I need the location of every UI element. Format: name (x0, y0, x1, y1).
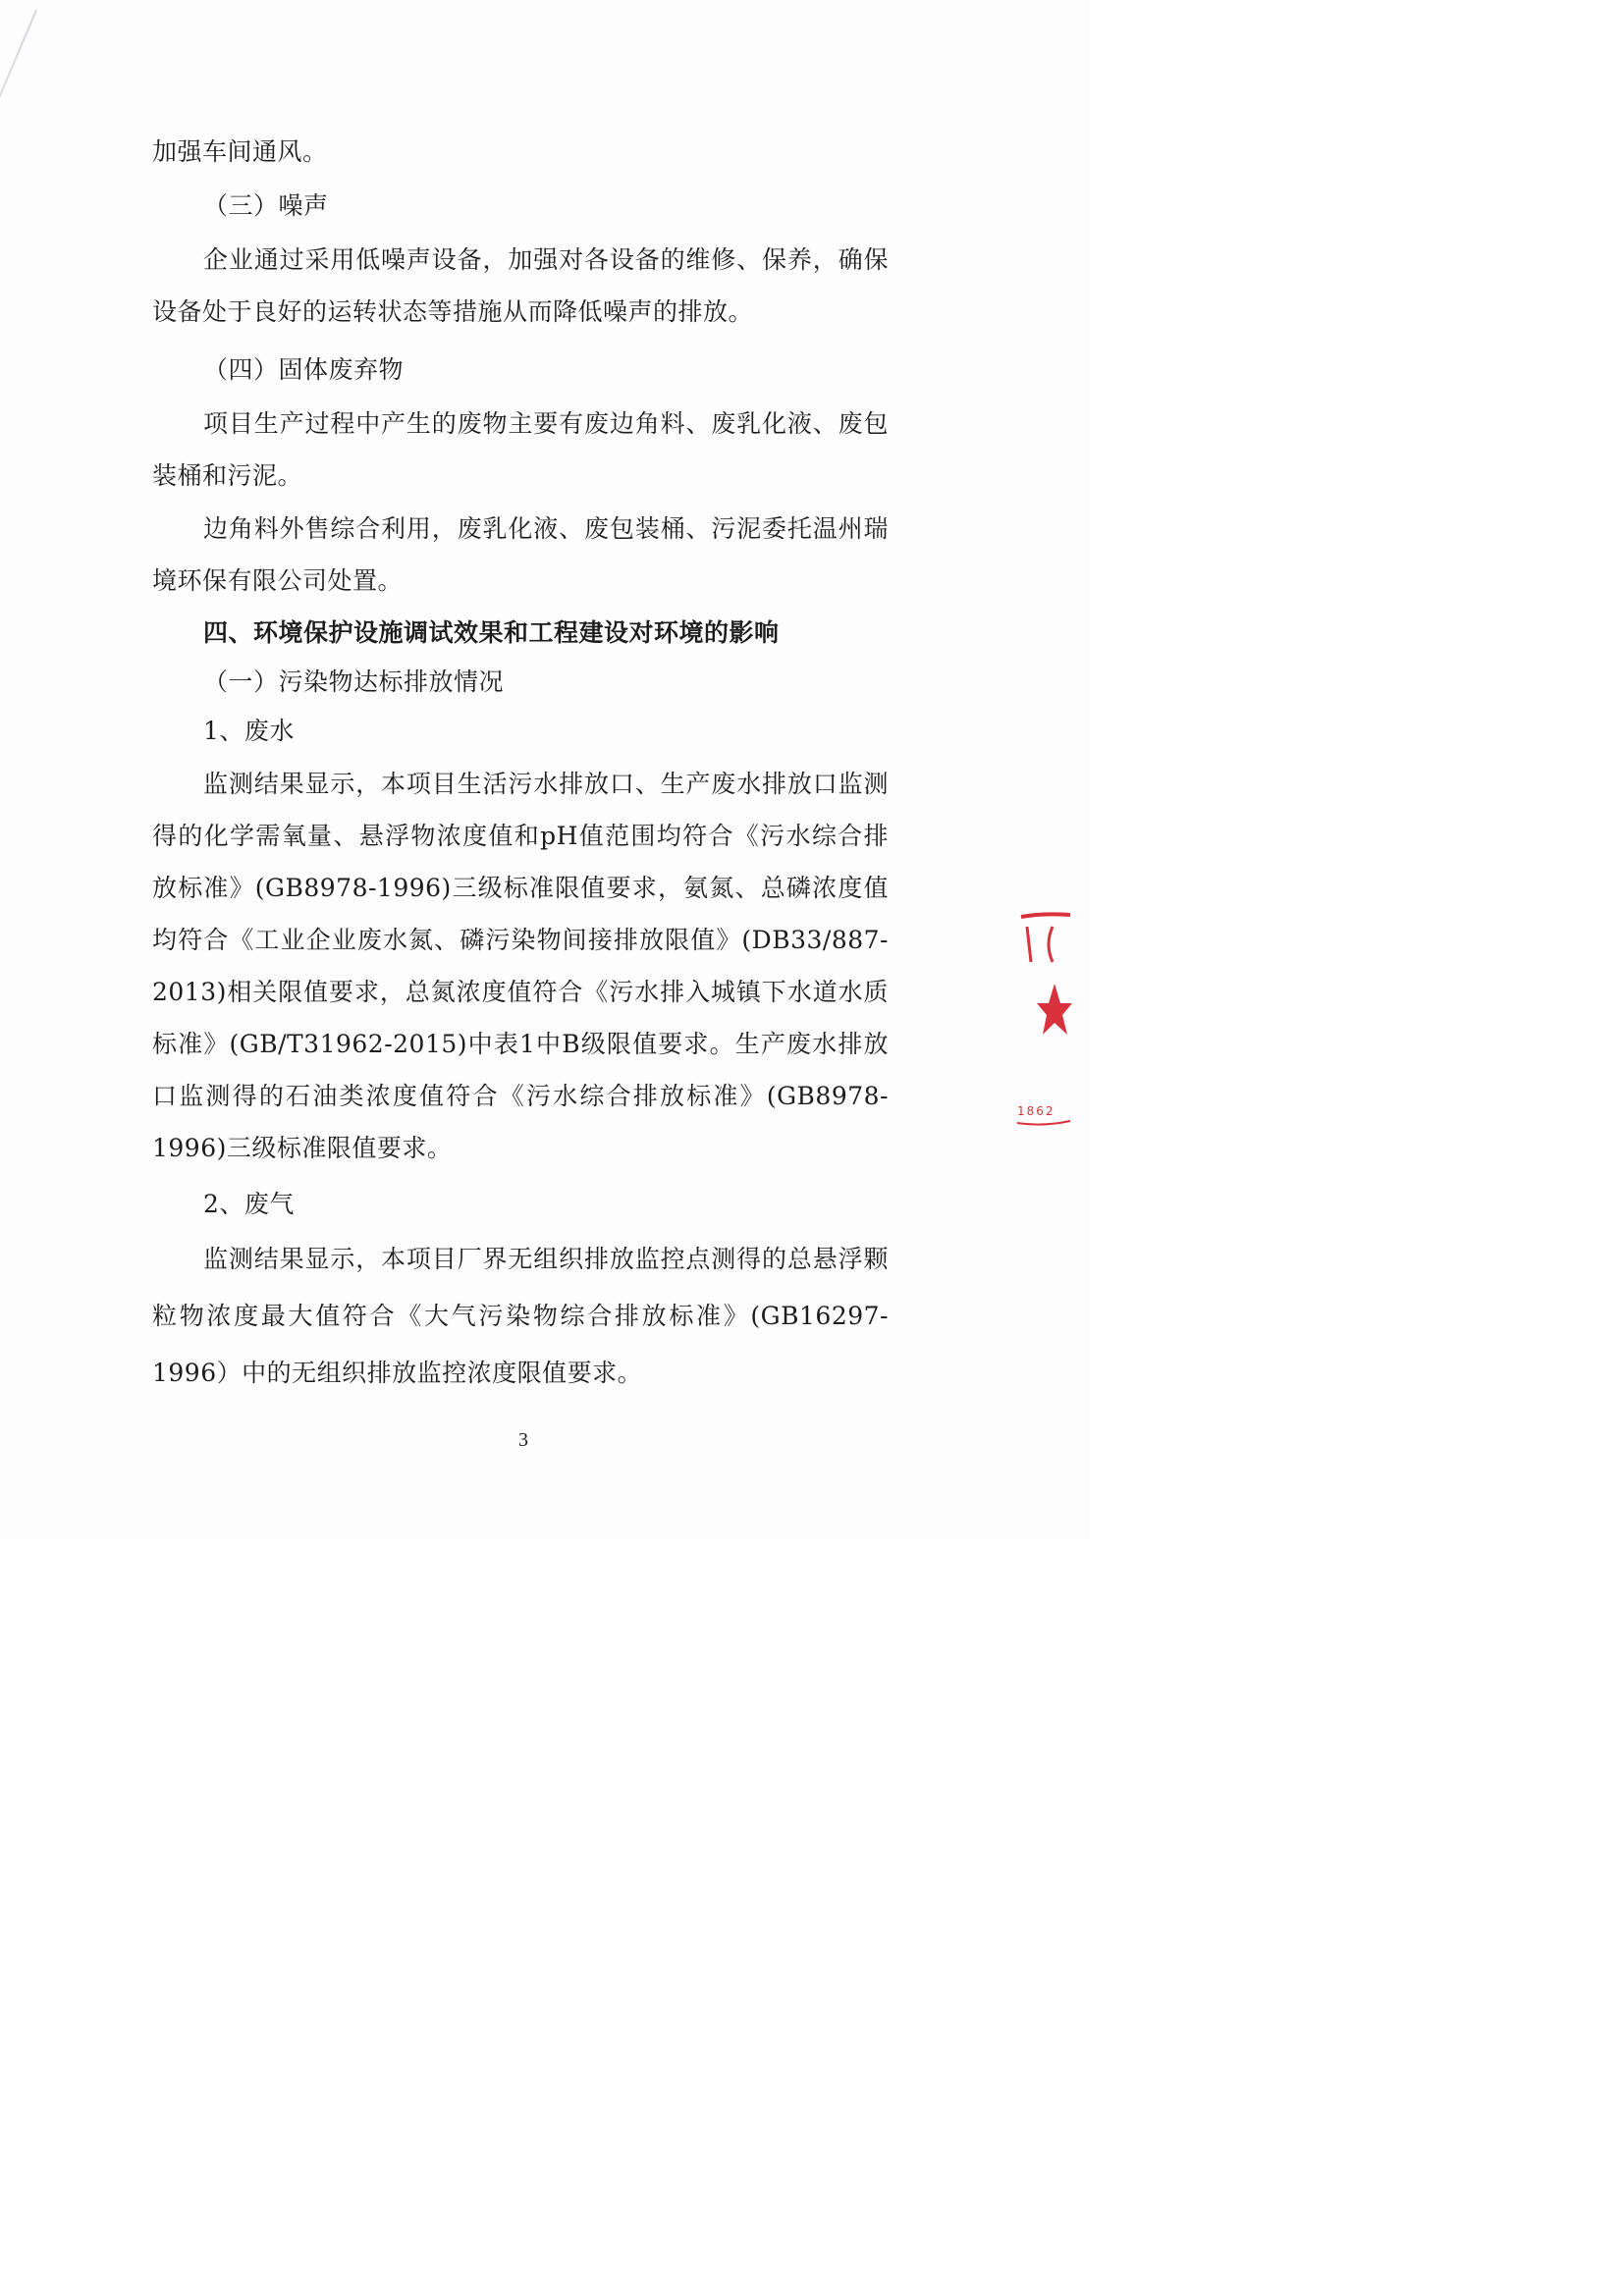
paragraph-noise: 企业通过采用低噪声设备，加强对各设备的维修、保养，确保设备处于良好的运转状态等措施从而降低噪声的排放。 (152, 245, 889, 326)
seal-number-text: 1862 (1017, 1104, 1055, 1118)
section-heading-four: 四、环境保护设施调试效果和工程建设对环境的影响 (203, 618, 780, 647)
paragraph-ventilation: 加强车间通风。 (152, 137, 328, 166)
heading-exhaust: 2、废气 (203, 1190, 295, 1218)
paragraph-exhaust-results: 监测结果显示，本项目厂界无组织排放监控点测得的总悬浮颗粒物浓度最大值符合《大气污染物综合排放标准》(GB16297- 1996）中的无组织排放监控浓度限值要求。 (152, 1245, 889, 1387)
red-seal-icon (1013, 905, 1072, 1131)
paragraph-solid-waste-disposal: 边角料外售综合利用，废乳化液、废包装桶、污泥委托温州瑞境环保有限公司处置。 (152, 514, 889, 595)
paragraph-wastewater-results: 监测结果显示，本项目生活污水排放口、生产废水排放口监测得的化学需氧量、悬浮物浓度值和pH值范围均符合《污水综合排放标准》(GB8978-1996)三级标准限值要求，氨氮、总磷浓度值均符合《工业企业废水氮、磷污染物间接排放限值》(DB33/887-2013)相关限值要求，总氮浓度值符合《污水排入城镇下水道水质标准》(GB/T31962-2015)中表1中B级限值要求。生产废水排放口监测得的石油类浓度值符合《污水综合排放标准》(GB8978-1996)三级标准限值要求。 (152, 770, 889, 1162)
heading-noise: （三）噪声 (203, 191, 329, 220)
paragraph-solid-waste-types: 项目生产过程中产生的废物主要有废边角料、废乳化液、废包装桶和污泥。 (152, 409, 889, 490)
scan-artifact-line (0, 10, 37, 282)
heading-wastewater: 1、废水 (203, 717, 295, 745)
document-page (0, 0, 1090, 1539)
page-number: 3 (518, 1429, 528, 1451)
heading-solid-waste: （四）固体废弃物 (203, 355, 405, 384)
heading-compliance: （一）污染物达标排放情况 (203, 667, 505, 696)
